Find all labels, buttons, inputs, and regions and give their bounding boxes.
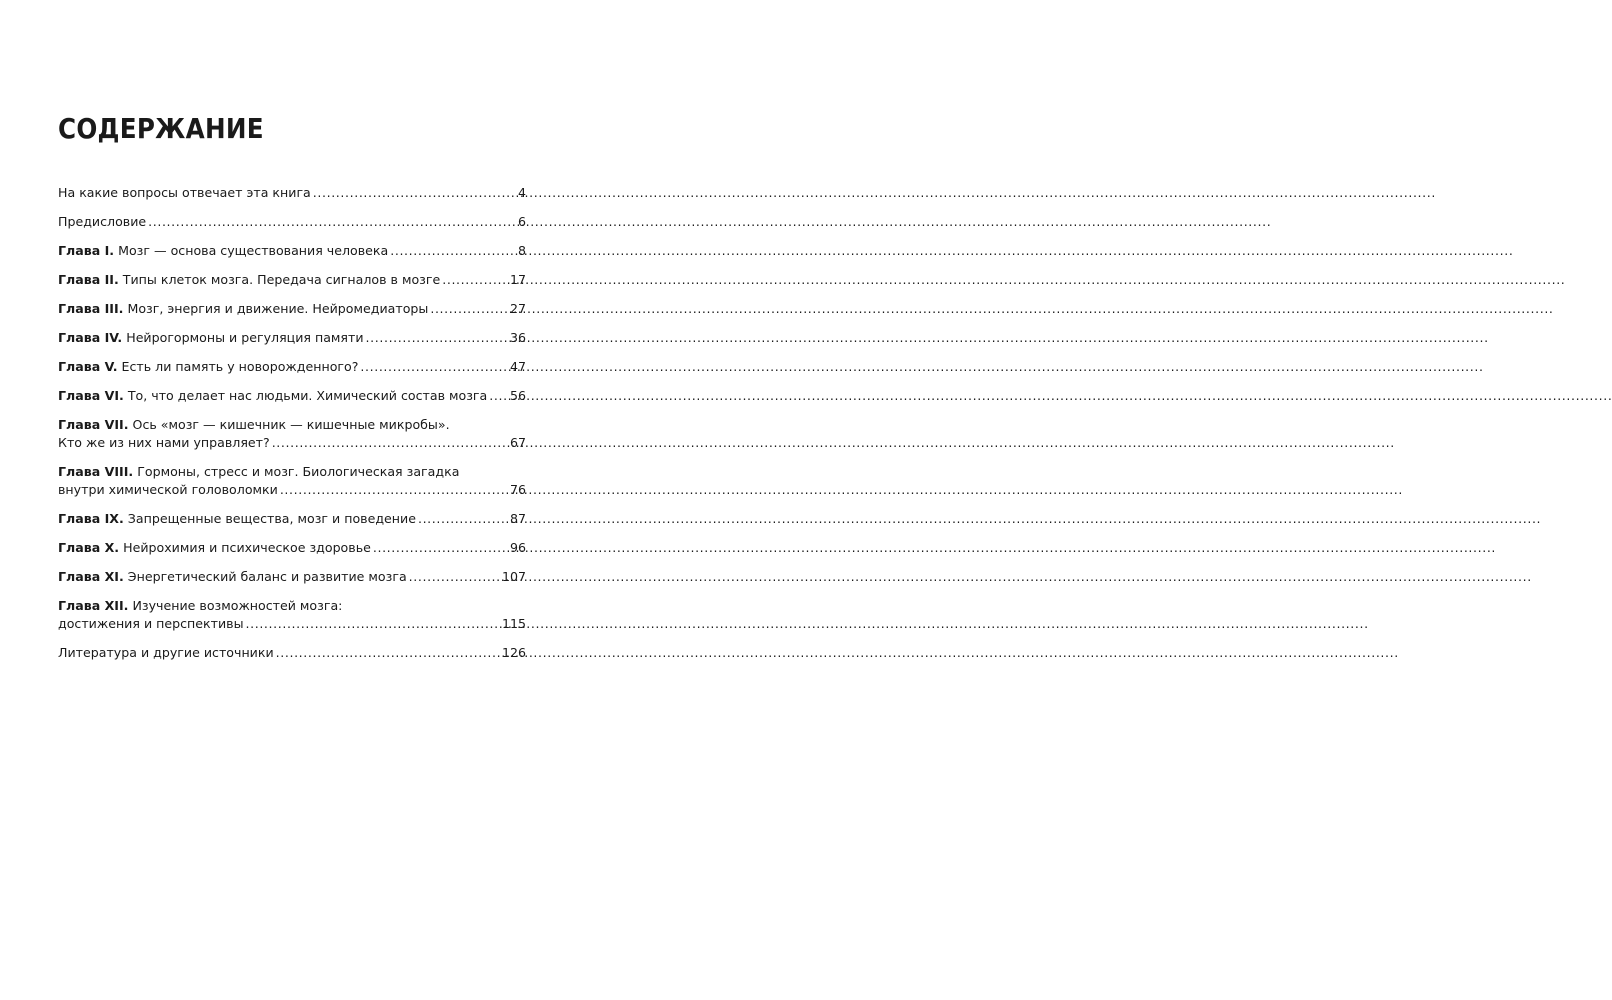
toc-entry (58, 184, 526, 202)
chapter-label: Глава IV. (58, 330, 123, 345)
chapter-title: Мозг, энергия и движение. Нейромедиаторы (127, 301, 429, 316)
toc-entry (58, 416, 526, 452)
chapter-title: Есть ли память у новорожденного? (121, 359, 359, 374)
chapter-title: На какие вопросы отвечает эта книга (58, 185, 311, 200)
page-number: 107 (501, 569, 526, 584)
toc-entry (58, 539, 526, 557)
dot-leader (390, 242, 516, 260)
chapter-title: Нейрохимия и психическое здоровье (123, 540, 371, 555)
chapter-label: Глава III. (58, 301, 124, 316)
table-of-contents (58, 184, 526, 673)
dot-leader (276, 644, 500, 662)
toc-entry (58, 271, 526, 289)
page-number: 56 (509, 388, 526, 403)
chapter-label: Глава XI. (58, 569, 124, 584)
page-number: 126 (501, 645, 526, 660)
dot-leader (409, 568, 500, 586)
chapter-label: Глава I. (58, 243, 115, 258)
chapter-title: Запрещенные вещества, мозг и поведение (127, 511, 416, 526)
chapter-title: Гормоны, стресс и мозг. Биологическая загадка (137, 464, 460, 479)
page-number: 115 (501, 616, 526, 631)
page-title: СОДЕРЖАНИЕ (58, 112, 264, 145)
dot-leader (360, 358, 508, 376)
dot-leader (442, 271, 508, 289)
toc-entry (58, 329, 526, 347)
chapter-label: Глава V. (58, 359, 118, 374)
toc-entry (58, 213, 526, 231)
toc-entry (58, 597, 526, 633)
chapter-label: Глава VIII. (58, 464, 134, 479)
chapter-title: Предисловие (58, 214, 147, 229)
dot-leader (272, 434, 508, 452)
toc-entry (58, 644, 526, 662)
chapter-title: Нейрогормоны и регуляция памяти (126, 330, 364, 345)
chapter-label: Глава XII. (58, 598, 129, 613)
page-number: 17 (509, 272, 526, 287)
toc-entry (58, 242, 526, 260)
page-number: 87 (509, 511, 526, 526)
toc-entry (58, 387, 526, 405)
page-number: 27 (509, 301, 526, 316)
chapter-title: Мозг — основа существования человека (118, 243, 389, 258)
chapter-label: Глава IX. (58, 511, 124, 526)
page-number: 6 (517, 214, 526, 229)
dot-leader (280, 481, 508, 499)
toc-entry (58, 510, 526, 528)
toc-entry (58, 358, 526, 376)
dot-leader (489, 387, 508, 405)
chapter-title: Литература и другие источники (58, 645, 274, 660)
chapter-label: Глава II. (58, 272, 119, 287)
chapter-title-continued: Кто же из них нами управляет? (58, 435, 270, 450)
page-number: 8 (517, 243, 526, 258)
toc-entry (58, 568, 526, 586)
chapter-title-continued: внутри химической головоломки (58, 482, 278, 497)
toc-entry (58, 463, 526, 499)
chapter-title: Ось «мозг — кишечник — кишечные микробы». (132, 417, 450, 432)
dot-leader (246, 615, 500, 633)
dot-leader (373, 539, 508, 557)
chapter-label: Глава VI. (58, 388, 124, 403)
dot-leader (418, 510, 508, 528)
page-number: 76 (509, 482, 526, 497)
chapter-title: Изучение возможностей мозга: (132, 598, 343, 613)
page-number: 96 (509, 540, 526, 555)
dot-leader (366, 329, 508, 347)
dot-leader (148, 213, 516, 231)
chapter-label: Глава X. (58, 540, 120, 555)
page-number: 47 (509, 359, 526, 374)
chapter-title: То, что делает нас людьми. Химический состав мозга (127, 388, 488, 403)
toc-entry (58, 300, 526, 318)
page-number: 4 (517, 185, 526, 200)
dot-leader (313, 184, 516, 202)
chapter-title: Типы клеток мозга. Передача сигналов в мозге (122, 272, 441, 287)
chapter-label: Глава VII. (58, 417, 129, 432)
dot-leader (430, 300, 508, 318)
chapter-title-continued: достижения и перспективы (58, 616, 244, 631)
page-number: 36 (509, 330, 526, 345)
chapter-title: Энергетический баланс и развитие мозга (127, 569, 407, 584)
page-number: 67 (509, 435, 526, 450)
book-page (0, 0, 619, 1000)
